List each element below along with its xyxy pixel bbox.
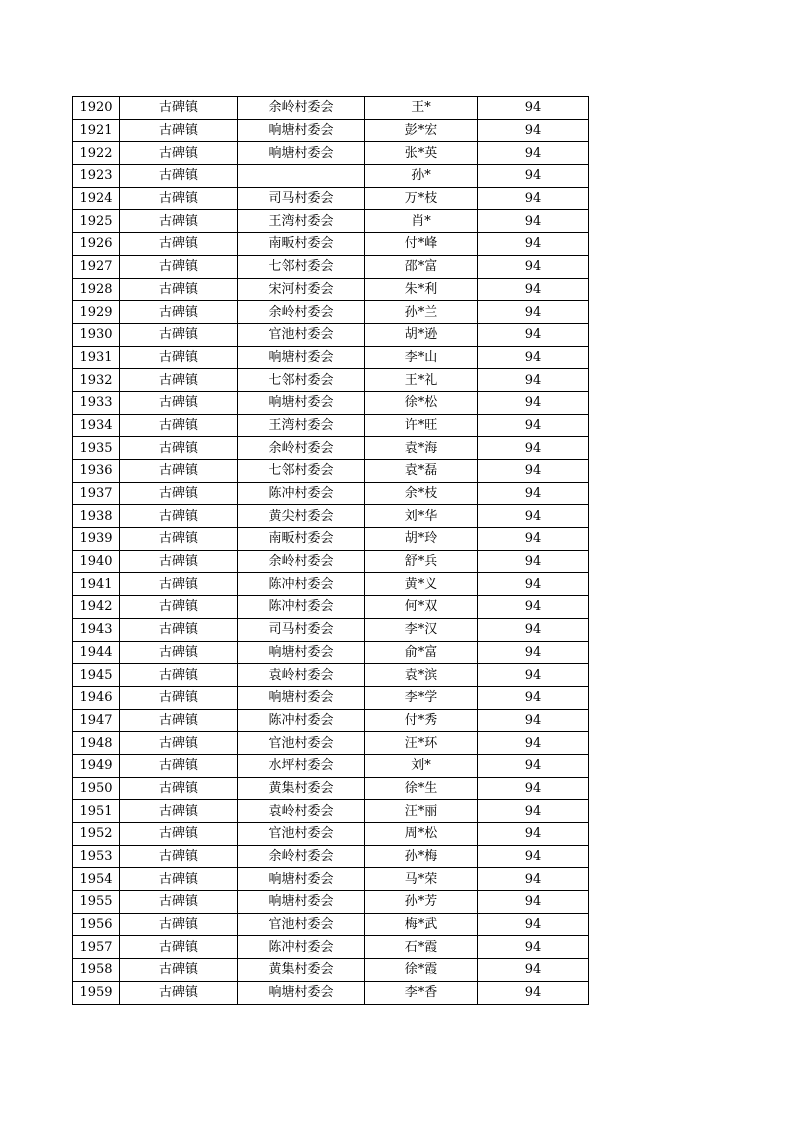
- name-cell: 肖*: [365, 210, 478, 233]
- name-cell: 俞*富: [365, 641, 478, 664]
- row-number-cell: 1953: [73, 845, 120, 868]
- table-row: [73, 97, 589, 120]
- village-committee-cell: 陈冲村委会: [238, 709, 365, 732]
- row-number-cell: 1947: [73, 709, 120, 732]
- town-cell: 古碑镇: [120, 754, 238, 777]
- value-cell: 94: [478, 482, 589, 505]
- town-cell: 古碑镇: [120, 845, 238, 868]
- table-row: [73, 414, 589, 437]
- row-number-cell: 1936: [73, 460, 120, 483]
- row-number-cell: 1956: [73, 913, 120, 936]
- table-row: [73, 210, 589, 233]
- value-cell: 94: [478, 255, 589, 278]
- value-cell: 94: [478, 187, 589, 210]
- town-cell: 古碑镇: [120, 119, 238, 142]
- village-committee-cell: 响塘村委会: [238, 391, 365, 414]
- village-committee-cell: 司马村委会: [238, 187, 365, 210]
- value-cell: 94: [478, 823, 589, 846]
- name-cell: 徐*生: [365, 777, 478, 800]
- table-row: [73, 891, 589, 914]
- row-number-cell: 1951: [73, 800, 120, 823]
- name-cell: 梅*武: [365, 913, 478, 936]
- name-cell: 孙*芳: [365, 891, 478, 914]
- town-cell: 古碑镇: [120, 437, 238, 460]
- village-committee-cell: 响塘村委会: [238, 346, 365, 369]
- name-cell: 彭*宏: [365, 119, 478, 142]
- name-cell: 石*霞: [365, 936, 478, 959]
- value-cell: 94: [478, 233, 589, 256]
- row-number-cell: 1945: [73, 664, 120, 687]
- town-cell: 古碑镇: [120, 868, 238, 891]
- value-cell: 94: [478, 323, 589, 346]
- value-cell: 94: [478, 981, 589, 1004]
- row-number-cell: 1957: [73, 936, 120, 959]
- row-number-cell: 1955: [73, 891, 120, 914]
- town-cell: 古碑镇: [120, 913, 238, 936]
- row-number-cell: 1922: [73, 142, 120, 165]
- row-number-cell: 1949: [73, 754, 120, 777]
- table-row: [73, 460, 589, 483]
- value-cell: 94: [478, 913, 589, 936]
- name-cell: 王*: [365, 97, 478, 120]
- village-committee-cell: 官池村委会: [238, 732, 365, 755]
- village-committee-cell: 南畈村委会: [238, 528, 365, 551]
- table-row: [73, 686, 589, 709]
- name-cell: 袁*海: [365, 437, 478, 460]
- village-committee-cell: 南畈村委会: [238, 233, 365, 256]
- row-number-cell: 1923: [73, 165, 120, 188]
- table-row: [73, 641, 589, 664]
- row-number-cell: 1927: [73, 255, 120, 278]
- value-cell: 94: [478, 709, 589, 732]
- village-committee-cell: 响塘村委会: [238, 641, 365, 664]
- row-number-cell: 1925: [73, 210, 120, 233]
- value-cell: 94: [478, 936, 589, 959]
- row-number-cell: 1935: [73, 437, 120, 460]
- village-committee-cell: 余岭村委会: [238, 437, 365, 460]
- row-number-cell: 1944: [73, 641, 120, 664]
- value-cell: 94: [478, 210, 589, 233]
- town-cell: 古碑镇: [120, 981, 238, 1004]
- row-number-cell: 1938: [73, 505, 120, 528]
- name-cell: 胡*玲: [365, 528, 478, 551]
- value-cell: 94: [478, 528, 589, 551]
- town-cell: 古碑镇: [120, 664, 238, 687]
- value-cell: 94: [478, 550, 589, 573]
- name-cell: 孙*兰: [365, 301, 478, 324]
- table-row: [73, 437, 589, 460]
- row-number-cell: 1959: [73, 981, 120, 1004]
- town-cell: 古碑镇: [120, 550, 238, 573]
- village-committee-cell: 余岭村委会: [238, 845, 365, 868]
- village-committee-cell: 七邻村委会: [238, 369, 365, 392]
- row-number-cell: 1921: [73, 119, 120, 142]
- value-cell: 94: [478, 891, 589, 914]
- row-number-cell: 1942: [73, 596, 120, 619]
- name-cell: 胡*逊: [365, 323, 478, 346]
- town-cell: 古碑镇: [120, 596, 238, 619]
- value-cell: 94: [478, 573, 589, 596]
- name-cell: 李*汉: [365, 618, 478, 641]
- row-number-cell: 1930: [73, 323, 120, 346]
- village-committee-cell: 陈冲村委会: [238, 596, 365, 619]
- value-cell: 94: [478, 391, 589, 414]
- village-committee-cell: 响塘村委会: [238, 686, 365, 709]
- value-cell: 94: [478, 618, 589, 641]
- value-cell: 94: [478, 868, 589, 891]
- name-cell: 徐*松: [365, 391, 478, 414]
- table-row: [73, 573, 589, 596]
- village-committee-cell: 袁岭村委会: [238, 664, 365, 687]
- village-committee-cell: 王湾村委会: [238, 210, 365, 233]
- table-row: [73, 550, 589, 573]
- village-committee-cell: 陈冲村委会: [238, 482, 365, 505]
- table-row: [73, 528, 589, 551]
- name-cell: 朱*利: [365, 278, 478, 301]
- town-cell: 古碑镇: [120, 187, 238, 210]
- table-row: [73, 754, 589, 777]
- village-committee-cell: 袁岭村委会: [238, 800, 365, 823]
- name-cell: 邵*富: [365, 255, 478, 278]
- value-cell: 94: [478, 664, 589, 687]
- value-cell: 94: [478, 414, 589, 437]
- town-cell: 古碑镇: [120, 391, 238, 414]
- name-cell: 何*双: [365, 596, 478, 619]
- value-cell: 94: [478, 777, 589, 800]
- value-cell: 94: [478, 301, 589, 324]
- town-cell: 古碑镇: [120, 210, 238, 233]
- village-committee-cell: 陈冲村委会: [238, 573, 365, 596]
- row-number-cell: 1931: [73, 346, 120, 369]
- village-committee-cell: 响塘村委会: [238, 981, 365, 1004]
- name-cell: 李*山: [365, 346, 478, 369]
- name-cell: 李*香: [365, 981, 478, 1004]
- name-cell: 汪*环: [365, 732, 478, 755]
- value-cell: 94: [478, 754, 589, 777]
- town-cell: 古碑镇: [120, 777, 238, 800]
- village-committee-cell: 黄集村委会: [238, 777, 365, 800]
- name-cell: 张*英: [365, 142, 478, 165]
- value-cell: 94: [478, 437, 589, 460]
- table-row: [73, 142, 589, 165]
- row-number-cell: 1933: [73, 391, 120, 414]
- name-cell: 汪*丽: [365, 800, 478, 823]
- town-cell: 古碑镇: [120, 369, 238, 392]
- value-cell: 94: [478, 596, 589, 619]
- town-cell: 古碑镇: [120, 641, 238, 664]
- row-number-cell: 1954: [73, 868, 120, 891]
- table-row: [73, 255, 589, 278]
- table-row: [73, 596, 589, 619]
- town-cell: 古碑镇: [120, 414, 238, 437]
- town-cell: 古碑镇: [120, 505, 238, 528]
- row-number-cell: 1948: [73, 732, 120, 755]
- table-row: [73, 823, 589, 846]
- town-cell: 古碑镇: [120, 528, 238, 551]
- value-cell: 94: [478, 505, 589, 528]
- name-cell: 袁*滨: [365, 664, 478, 687]
- village-committee-cell: 陈冲村委会: [238, 936, 365, 959]
- row-number-cell: 1932: [73, 369, 120, 392]
- value-cell: 94: [478, 959, 589, 982]
- name-cell: 黄*义: [365, 573, 478, 596]
- town-cell: 古碑镇: [120, 709, 238, 732]
- table-row: [73, 777, 589, 800]
- town-cell: 古碑镇: [120, 732, 238, 755]
- village-committee-cell: 官池村委会: [238, 323, 365, 346]
- village-committee-cell: 宋河村委会: [238, 278, 365, 301]
- village-committee-cell: [238, 165, 365, 188]
- village-committee-cell: 官池村委会: [238, 823, 365, 846]
- name-cell: 袁*磊: [365, 460, 478, 483]
- value-cell: 94: [478, 800, 589, 823]
- table-row: [73, 505, 589, 528]
- village-committee-cell: 余岭村委会: [238, 97, 365, 120]
- name-cell: 余*枝: [365, 482, 478, 505]
- row-number-cell: 1920: [73, 97, 120, 120]
- table-row: [73, 936, 589, 959]
- value-cell: 94: [478, 460, 589, 483]
- town-cell: 古碑镇: [120, 482, 238, 505]
- value-cell: 94: [478, 142, 589, 165]
- name-cell: 付*峰: [365, 233, 478, 256]
- name-cell: 刘*华: [365, 505, 478, 528]
- name-cell: 李*学: [365, 686, 478, 709]
- table-row: [73, 959, 589, 982]
- town-cell: 古碑镇: [120, 618, 238, 641]
- table-row: [73, 981, 589, 1004]
- town-cell: 古碑镇: [120, 278, 238, 301]
- name-cell: 许*旺: [365, 414, 478, 437]
- town-cell: 古碑镇: [120, 460, 238, 483]
- table-row: [73, 391, 589, 414]
- name-cell: 孙*梅: [365, 845, 478, 868]
- row-number-cell: 1946: [73, 686, 120, 709]
- table-row: [73, 346, 589, 369]
- village-committee-cell: 响塘村委会: [238, 868, 365, 891]
- village-committee-cell: 七邻村委会: [238, 460, 365, 483]
- row-number-cell: 1937: [73, 482, 120, 505]
- row-number-cell: 1939: [73, 528, 120, 551]
- row-number-cell: 1924: [73, 187, 120, 210]
- row-number-cell: 1926: [73, 233, 120, 256]
- value-cell: 94: [478, 346, 589, 369]
- table-row: [73, 800, 589, 823]
- table-row: [73, 278, 589, 301]
- table-row: [73, 618, 589, 641]
- value-cell: 94: [478, 97, 589, 120]
- name-cell: 马*荣: [365, 868, 478, 891]
- value-cell: 94: [478, 119, 589, 142]
- town-cell: 古碑镇: [120, 142, 238, 165]
- value-cell: 94: [478, 165, 589, 188]
- village-committee-cell: 响塘村委会: [238, 142, 365, 165]
- row-number-cell: 1929: [73, 301, 120, 324]
- town-cell: 古碑镇: [120, 573, 238, 596]
- town-cell: 古碑镇: [120, 301, 238, 324]
- value-cell: 94: [478, 278, 589, 301]
- name-cell: 刘*: [365, 754, 478, 777]
- village-committee-cell: 官池村委会: [238, 913, 365, 936]
- village-committee-cell: 水坪村委会: [238, 754, 365, 777]
- town-cell: 古碑镇: [120, 959, 238, 982]
- table-row: [73, 369, 589, 392]
- table-row: [73, 913, 589, 936]
- table-row: [73, 709, 589, 732]
- table-row: [73, 233, 589, 256]
- value-cell: 94: [478, 845, 589, 868]
- table-row: [73, 868, 589, 891]
- table-row: [73, 187, 589, 210]
- records-table: [72, 96, 589, 1005]
- village-committee-cell: 余岭村委会: [238, 301, 365, 324]
- village-committee-cell: 七邻村委会: [238, 255, 365, 278]
- town-cell: 古碑镇: [120, 823, 238, 846]
- records-table-body: [73, 97, 589, 1005]
- name-cell: 孙*: [365, 165, 478, 188]
- village-committee-cell: 黄集村委会: [238, 959, 365, 982]
- table-row: [73, 323, 589, 346]
- village-committee-cell: 王湾村委会: [238, 414, 365, 437]
- town-cell: 古碑镇: [120, 97, 238, 120]
- table-row: [73, 732, 589, 755]
- value-cell: 94: [478, 369, 589, 392]
- village-committee-cell: 响塘村委会: [238, 119, 365, 142]
- table-row: [73, 119, 589, 142]
- value-cell: 94: [478, 641, 589, 664]
- row-number-cell: 1934: [73, 414, 120, 437]
- town-cell: 古碑镇: [120, 891, 238, 914]
- name-cell: 万*枝: [365, 187, 478, 210]
- row-number-cell: 1928: [73, 278, 120, 301]
- value-cell: 94: [478, 686, 589, 709]
- town-cell: 古碑镇: [120, 165, 238, 188]
- name-cell: 徐*霞: [365, 959, 478, 982]
- value-cell: 94: [478, 732, 589, 755]
- village-committee-cell: 响塘村委会: [238, 891, 365, 914]
- name-cell: 周*松: [365, 823, 478, 846]
- name-cell: 付*秀: [365, 709, 478, 732]
- town-cell: 古碑镇: [120, 323, 238, 346]
- town-cell: 古碑镇: [120, 936, 238, 959]
- table-row: [73, 165, 589, 188]
- table-row: [73, 301, 589, 324]
- row-number-cell: 1941: [73, 573, 120, 596]
- village-committee-cell: 余岭村委会: [238, 550, 365, 573]
- name-cell: 舒*兵: [365, 550, 478, 573]
- row-number-cell: 1943: [73, 618, 120, 641]
- table-row: [73, 664, 589, 687]
- town-cell: 古碑镇: [120, 686, 238, 709]
- village-committee-cell: 黄尖村委会: [238, 505, 365, 528]
- town-cell: 古碑镇: [120, 800, 238, 823]
- table-row: [73, 482, 589, 505]
- table-row: [73, 845, 589, 868]
- row-number-cell: 1952: [73, 823, 120, 846]
- row-number-cell: 1958: [73, 959, 120, 982]
- name-cell: 王*礼: [365, 369, 478, 392]
- town-cell: 古碑镇: [120, 255, 238, 278]
- row-number-cell: 1940: [73, 550, 120, 573]
- village-committee-cell: 司马村委会: [238, 618, 365, 641]
- town-cell: 古碑镇: [120, 233, 238, 256]
- town-cell: 古碑镇: [120, 346, 238, 369]
- row-number-cell: 1950: [73, 777, 120, 800]
